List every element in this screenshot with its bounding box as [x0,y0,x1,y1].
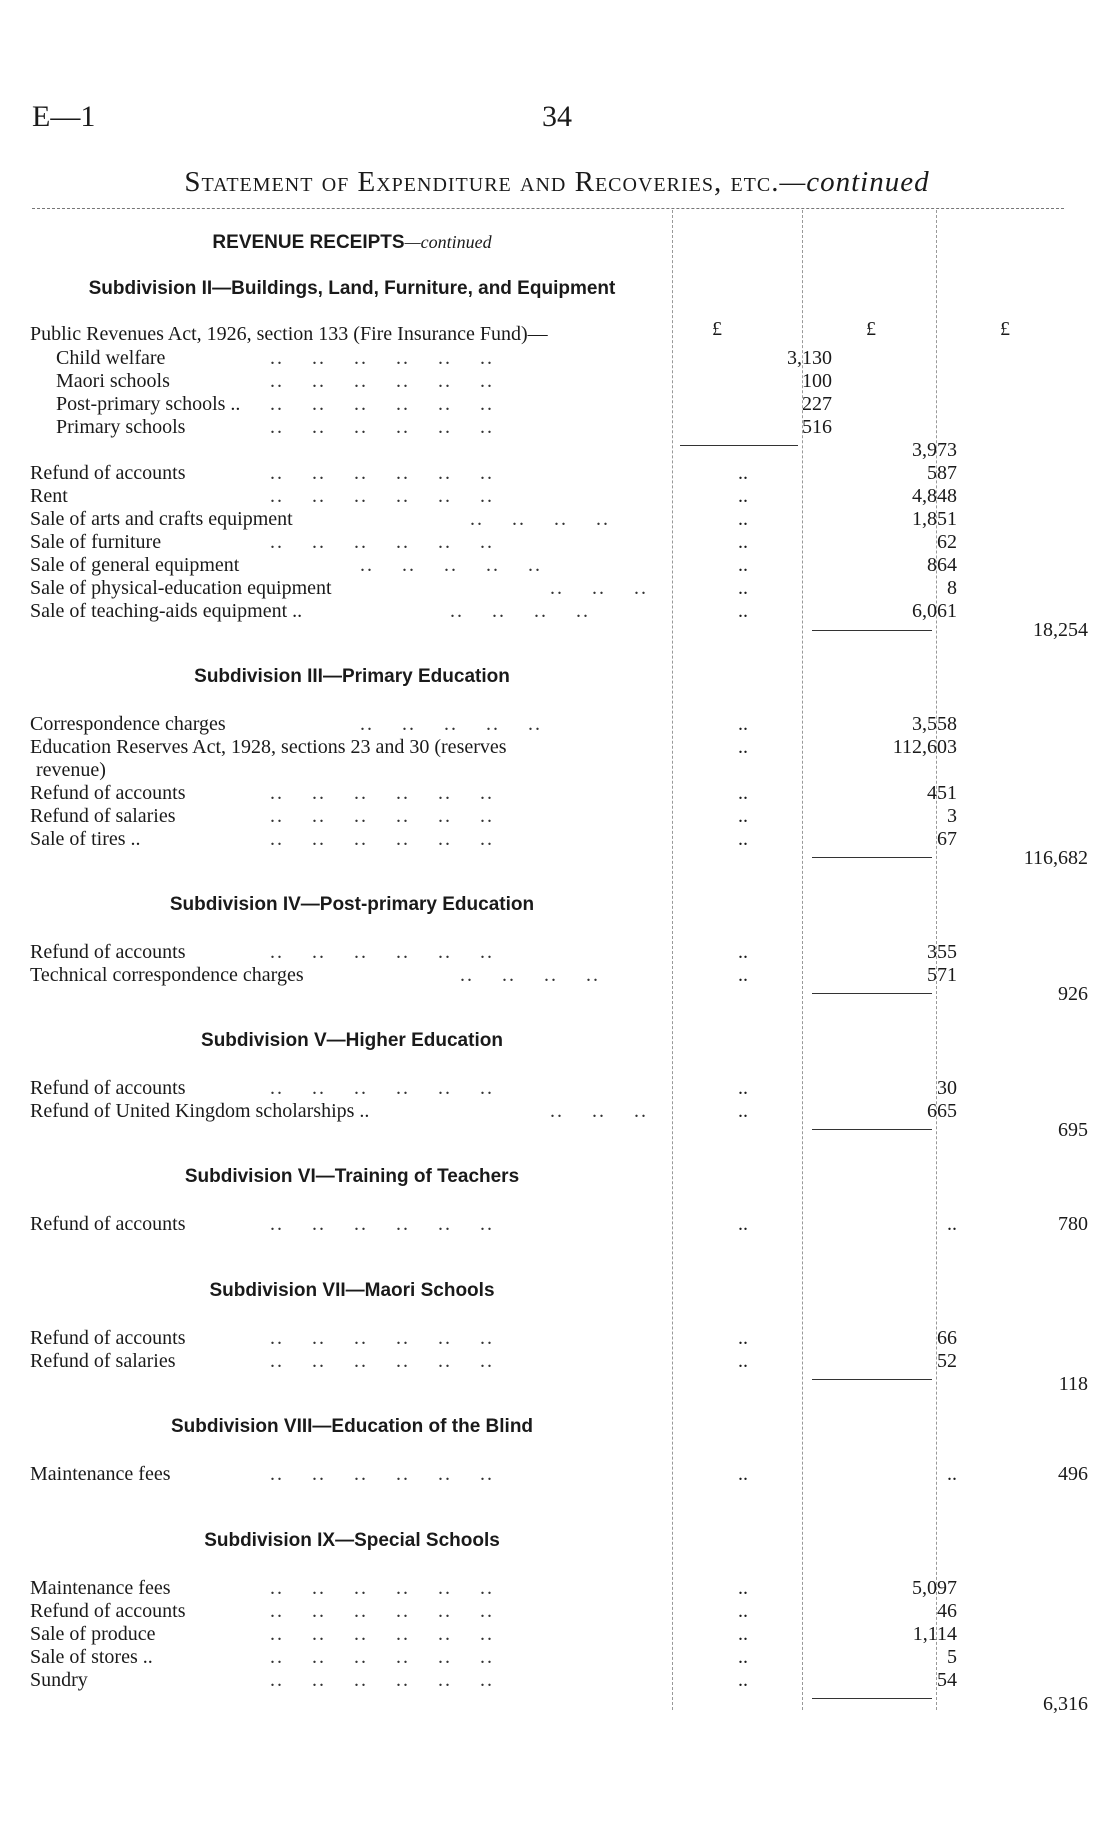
row-label: revenue) [36,759,106,781]
section-heading-s5: Subdivision V—Higher Education [201,1030,503,1051]
row-label: Child welfare [56,347,166,369]
row-label: Correspondence charges [30,713,226,735]
table-row [30,576,1080,600]
table-row [30,735,1080,759]
cell-col1: .. [738,1623,748,1645]
row-label: Refund of accounts [30,782,186,804]
row-label: Refund of accounts [30,941,186,963]
table-row [30,392,1080,416]
table-row [30,1462,1088,1486]
cell-col1: .. [738,485,748,507]
cell-col1: .. [738,462,748,484]
leader-dots: .. .. .. .. .. .. [270,1327,494,1349]
cell-col2: 5 [947,1646,957,1668]
table-row [30,484,1080,508]
cell-col1: .. [738,1669,748,1691]
cell-col2: 67 [937,828,957,850]
cell-col1: 3,130 [787,347,832,369]
leader-dots: .. .. .. .. .. .. [270,1669,494,1691]
table-row [30,982,1088,1006]
section-heading-s6: Subdivision VI—Training of Teachers [184,1166,520,1187]
table-row [30,1622,1080,1646]
cell-col2: 52 [937,1350,957,1372]
cell-col2: 665 [927,1100,957,1122]
cell-col2: .. [947,1463,957,1485]
cell-col2: 6,061 [912,600,957,622]
cell-col1: .. [738,1077,748,1099]
section-heading-s7: Subdivision VII—Maori Schools [209,1280,495,1301]
row-label: Refund of accounts [30,1213,186,1235]
leader-dots: .. .. .. .. .. .. [270,462,494,484]
cell-col1: .. [738,1600,748,1622]
page-reference: E—1 [32,100,96,133]
table-row [30,415,1080,439]
total-col3: 695 [1058,1119,1088,1141]
total-col3: 18,254 [1033,619,1088,641]
section-heading-s8: Subdivision VIII—Education of the Blind [170,1416,534,1437]
table-row [30,1349,1080,1373]
row-label: Sale of teaching-aids equipment .. [30,600,303,622]
row-label: Education Reserves Act, 1928, sections 23 and 30 (reserves [30,736,507,758]
row-label: Refund of accounts [30,1077,186,1099]
row-label: Technical correspondence charges [30,964,304,986]
cell-col1: .. [738,805,748,827]
table-row [30,553,1080,577]
row-label: Public Revenues Act, 1926, section 133 (Fire Insurance Fund)— [30,323,548,345]
cell-col2: 1,851 [912,508,957,530]
table-row [30,1118,1088,1142]
table-row [30,530,1080,554]
table-row [30,438,1080,462]
table-row [30,940,1080,964]
row-label: Refund of accounts [30,462,186,484]
leader-dots: .. .. .. .. .. .. [270,1463,494,1485]
cell-col3: 780 [1058,1213,1088,1235]
table-row [30,507,1080,531]
total-col3: 6,316 [1043,1693,1088,1715]
row-label: Rent [30,485,68,507]
leader-dots: .. .. .. .. [450,600,590,622]
cell-col2: 8 [947,577,957,599]
cell-col1: .. [738,600,748,622]
currency-col3: £ [1000,318,1010,340]
row-label: Maori schools [56,370,170,392]
revenue-heading-text: REVENUE RECEIPTS [212,232,405,253]
cell-col2: 5,097 [912,1577,957,1599]
table-row [30,1668,1080,1692]
cell-col2: .. [947,1213,957,1235]
section-heading-s3: Subdivision III—Primary Education [194,666,510,687]
table-row [30,758,1080,782]
table-row [30,781,1080,805]
cell-col2: 355 [927,941,957,963]
section-heading-s9: Subdivision IX—Special Schools [204,1530,500,1551]
table-row [30,1692,1088,1716]
leader-dots: .. .. .. .. [470,508,610,530]
table-row [30,712,1080,736]
leader-dots: .. .. .. .. .. .. [270,1077,494,1099]
leader-dots: .. .. .. .. .. [360,554,542,576]
cell-col2: 3 [947,805,957,827]
title-rule [32,208,1064,209]
table-row [30,1212,1088,1236]
row-label: Refund of salaries [30,805,176,827]
cell-col1: .. [738,1463,748,1485]
total-col3: 118 [1058,1373,1088,1395]
row-label: Sale of general equipment [30,554,240,576]
cell-col1: .. [738,828,748,850]
table-row [30,346,1080,370]
page-title [0,166,1114,199]
cell-col1: .. [738,1350,748,1372]
row-label: Refund of accounts [30,1327,186,1349]
leader-dots: .. .. .. .. .. .. [270,805,494,827]
row-label: Post-primary schools .. [56,393,241,415]
leader-dots: .. .. .. .. .. .. [270,531,494,553]
row-label: Sundry [30,1669,88,1691]
cell-col3: 496 [1058,1463,1088,1485]
currency-col2: £ [866,318,876,340]
total-col3: 116,682 [1023,847,1088,869]
table-row [30,461,1080,485]
cell-col2: 54 [937,1669,957,1691]
leader-dots: .. .. .. .. [460,964,600,986]
cell-col2: 30 [937,1077,957,1099]
leader-dots: .. .. .. .. .. .. [270,393,494,415]
row-label: Maintenance fees [30,1577,171,1599]
cell-col1: .. [738,1100,748,1122]
table-row [30,1576,1080,1600]
cell-col2: 62 [937,531,957,553]
cell-col1: .. [738,713,748,735]
cell-col2: 1,114 [912,1623,957,1645]
row-label: Primary schools [56,416,186,438]
table-row [30,1076,1080,1100]
leader-dots: .. .. .. .. .. .. [270,1646,494,1668]
cell-col2: 66 [937,1327,957,1349]
leader-dots: .. .. .. .. .. .. [270,828,494,850]
cell-col2: 587 [927,462,957,484]
cell-col1: .. [738,577,748,599]
cell-col2: 864 [927,554,957,576]
table-row [30,1599,1080,1623]
cell-col2: 571 [927,964,957,986]
table-row [30,369,1080,393]
cell-col2: 3,558 [912,713,957,735]
cell-col1: .. [738,531,748,553]
leader-dots: .. .. .. .. .. .. [270,1350,494,1372]
row-label: Sale of arts and crafts equipment [30,508,293,530]
leader-dots: .. .. .. .. .. .. [270,782,494,804]
row-label: Refund of accounts [30,1600,186,1622]
leader-dots: .. .. .. .. .. .. [270,1623,494,1645]
cell-col2: 46 [937,1600,957,1622]
table-row [30,322,1080,346]
row-label: Sale of produce [30,1623,156,1645]
subtotal-col2: 3,973 [912,439,957,461]
cell-col1: .. [738,736,748,758]
revenue-receipts-heading [32,232,672,254]
cell-col1: .. [738,782,748,804]
cell-col1: 227 [802,393,832,415]
cell-col1: .. [738,1646,748,1668]
table-row [30,1372,1088,1396]
currency-col1: £ [712,318,722,340]
cell-col1: .. [738,964,748,986]
title-continued: —continued [779,166,930,198]
leader-dots: .. .. .. .. .. .. [270,1600,494,1622]
leader-dots: .. .. .. .. .. [360,713,542,735]
total-col3: 926 [1058,983,1088,1005]
section-heading-s4: Subdivision IV—Post-primary Education [169,894,535,915]
leader-dots: .. .. .. .. .. .. [270,347,494,369]
leader-dots: .. .. .. .. .. .. [270,941,494,963]
revenue-heading-continued: —continued [404,232,492,252]
title-text: Statement of Expenditure and Recoveries, etc. [184,166,780,198]
row-label: Sale of physical-education equipment [30,577,332,599]
cell-col1: .. [738,1213,748,1235]
table-row [30,618,1088,642]
section-heading-s2: Subdivision II—Buildings, Land, Furniture, and Equipment [88,278,616,299]
leader-dots: .. .. .. .. .. .. [270,370,494,392]
cell-col2: 112,603 [892,736,957,758]
table-row [30,804,1080,828]
row-label: Refund of salaries [30,1350,176,1372]
row-label: Sale of tires .. [30,828,141,850]
page-number: 34 [542,100,572,133]
cell-col1: 100 [802,370,832,392]
cell-col1: .. [738,508,748,530]
leader-dots: .. .. .. .. .. .. [270,1213,494,1235]
table-row [30,846,1088,870]
row-label: Sale of furniture [30,531,162,553]
cell-col1: 516 [802,416,832,438]
leader-dots: .. .. .. .. .. .. [270,485,494,507]
row-label: Refund of United Kingdom scholarships .. [30,1100,370,1122]
cell-col2: 451 [927,782,957,804]
leader-dots: .. .. .. .. .. .. [270,1577,494,1599]
row-label: Maintenance fees [30,1463,171,1485]
cell-col1: .. [738,941,748,963]
cell-col1: .. [738,1327,748,1349]
table-row [30,1645,1080,1669]
row-label: Sale of stores .. [30,1646,153,1668]
cell-col1: .. [738,1577,748,1599]
cell-col1: .. [738,554,748,576]
cell-col2: 4,848 [912,485,957,507]
leader-dots: .. .. .. [550,577,648,599]
leader-dots: .. .. .. .. .. .. [270,416,494,438]
table-row [30,1326,1080,1350]
leader-dots: .. .. .. [550,1100,648,1122]
